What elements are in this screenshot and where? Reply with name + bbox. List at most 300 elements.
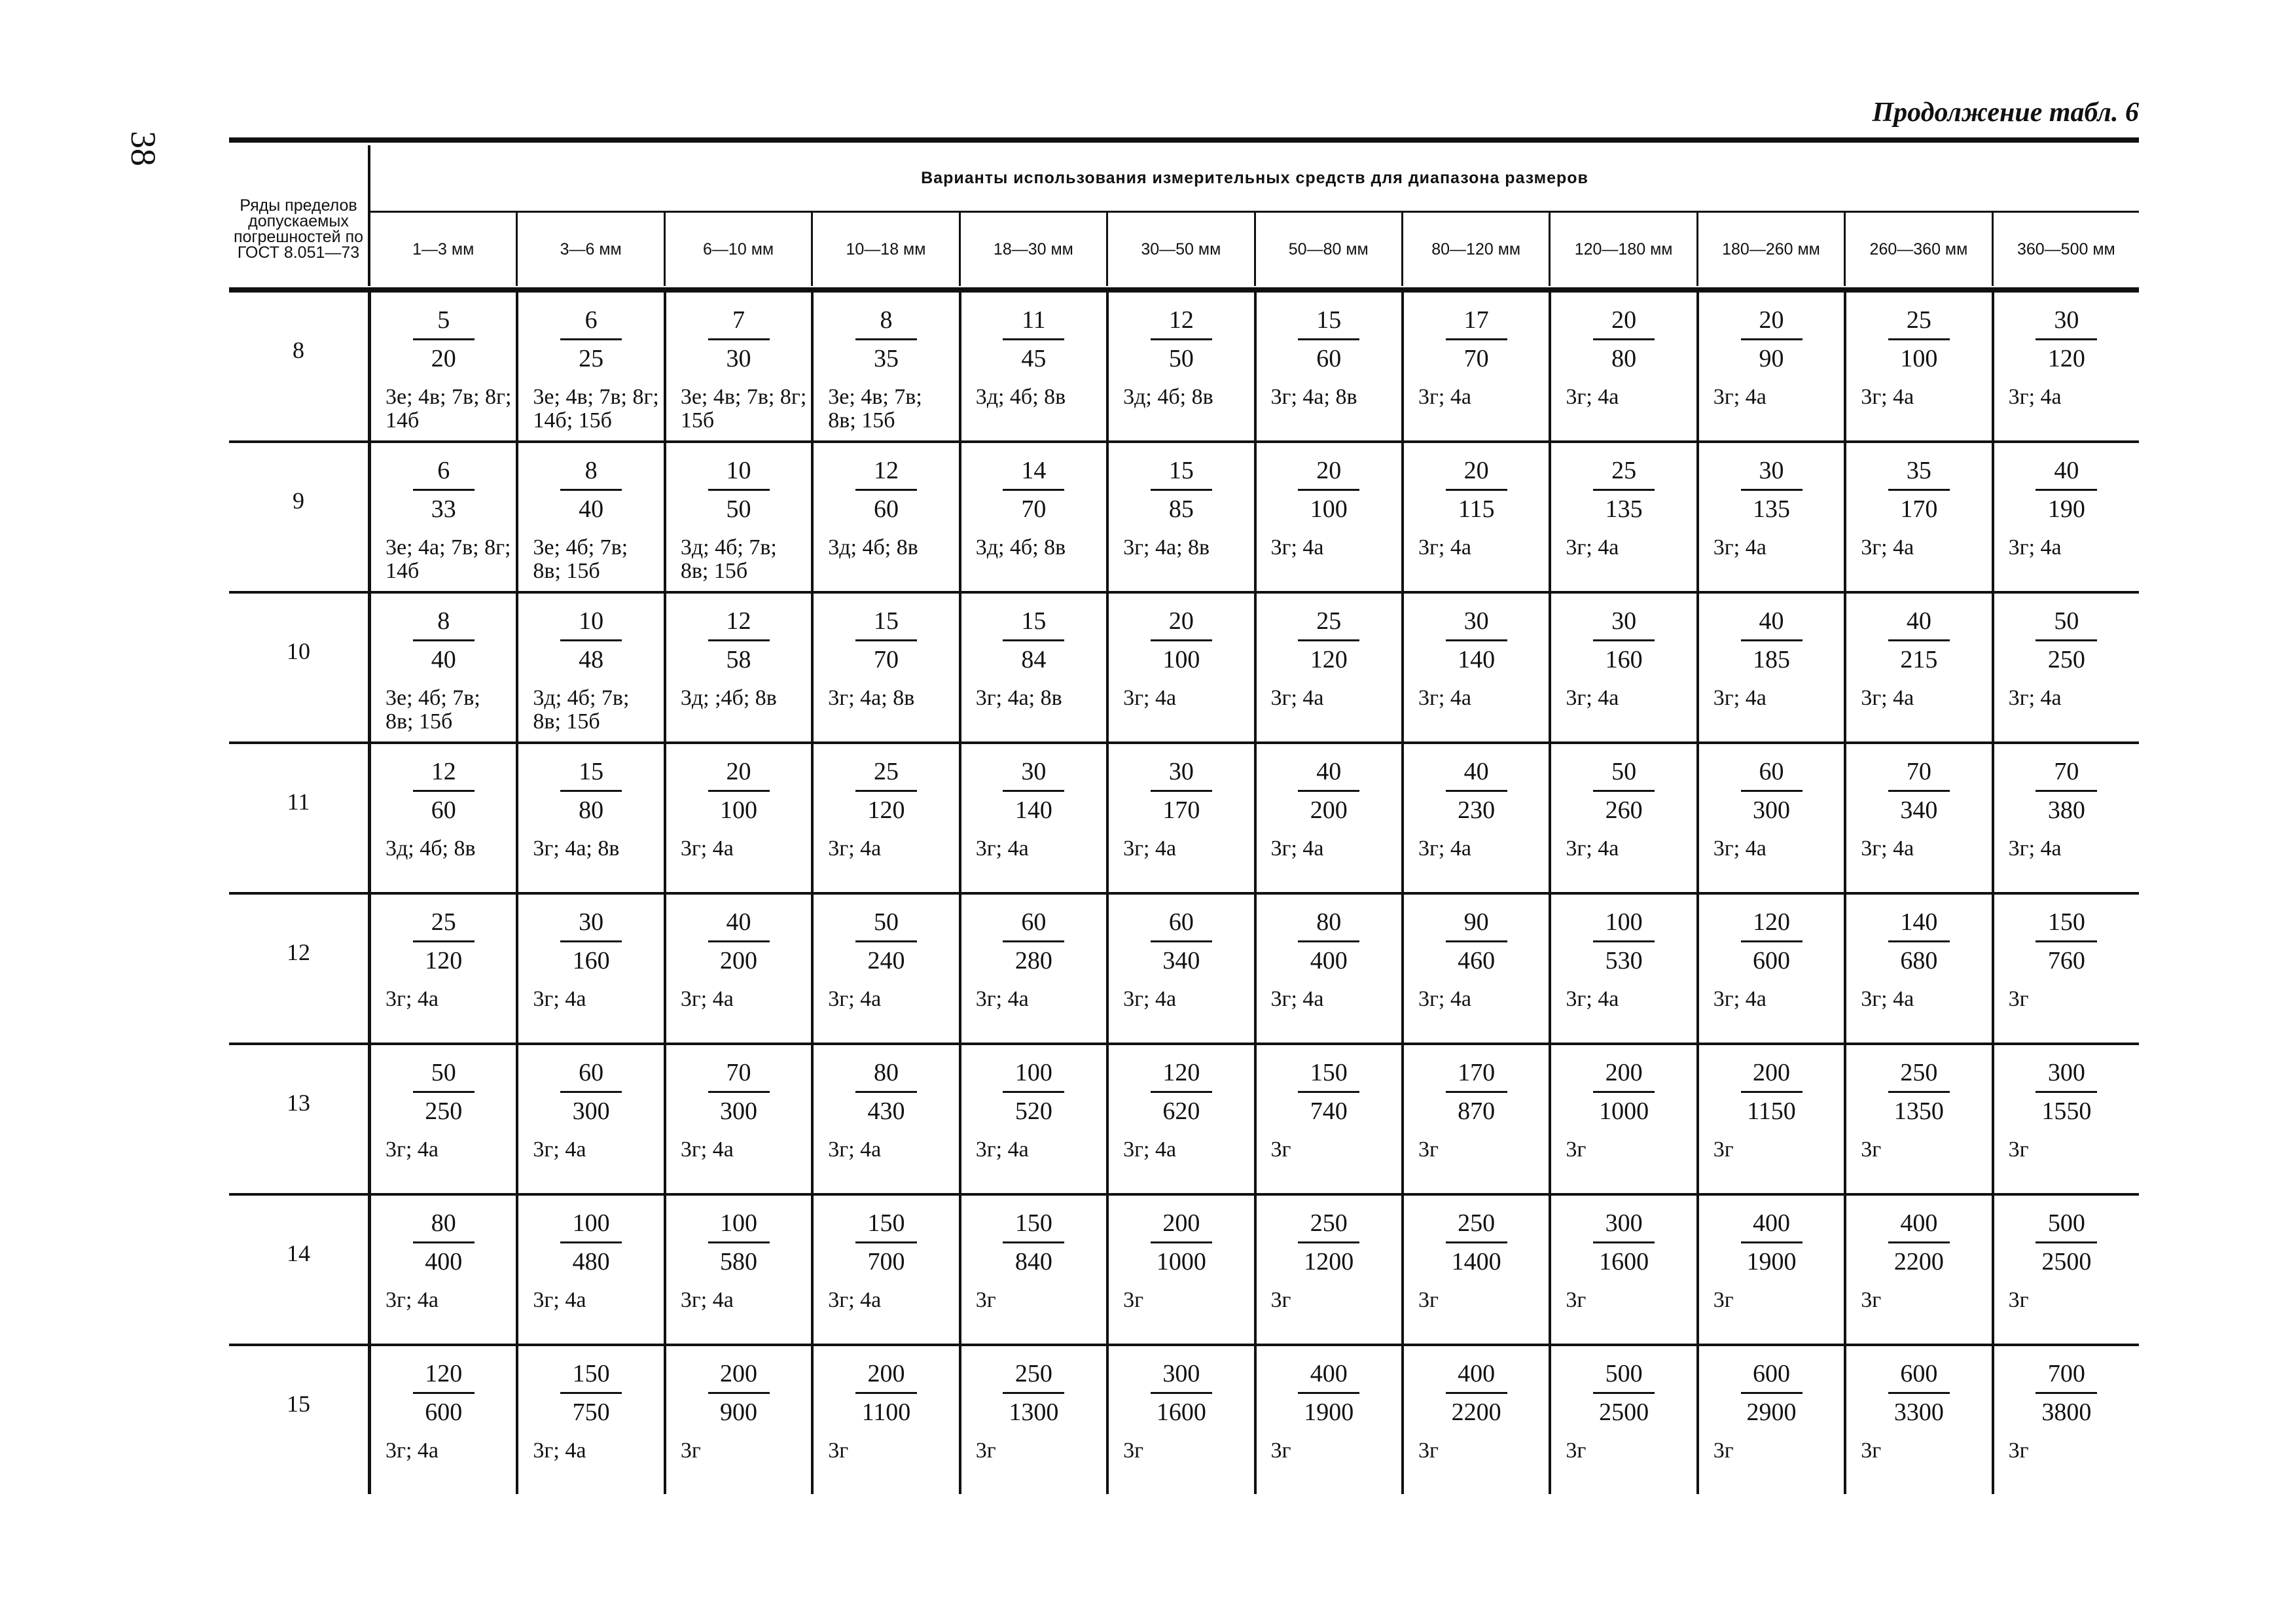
instrument-options: 3г; 4а [828, 1137, 882, 1162]
table-cell [1106, 443, 1253, 591]
instrument-options: 3д; ;4б; 8в [680, 686, 777, 710]
fraction-numerator: 6 [437, 457, 450, 484]
fraction-numerator: 17 [1463, 306, 1489, 334]
table-cell [1992, 1045, 2139, 1193]
fraction-numerator: 12 [726, 607, 751, 635]
error-fraction [1109, 1056, 1253, 1128]
table-cell [1549, 744, 1696, 892]
fraction-denominator: 50 [1168, 345, 1194, 372]
error-fraction [1994, 1206, 2139, 1279]
table-cell [664, 1196, 811, 1344]
table-cell [1401, 1045, 1549, 1193]
fraction-denominator: 1300 [1009, 1399, 1059, 1426]
fraction-bar [1151, 489, 1212, 491]
fraction-numerator: 20 [1463, 457, 1489, 484]
fraction-denominator: 120 [2047, 345, 2085, 372]
instrument-options: 3д; 4б; 8в [1123, 385, 1213, 409]
instrument-options: 3г; 4а [1713, 535, 1767, 560]
fraction-bar [2036, 940, 2097, 942]
fraction-denominator: 380 [2047, 796, 2085, 824]
fraction-denominator: 2200 [1451, 1399, 1501, 1426]
table-cell [1696, 443, 1844, 591]
table-cell [1106, 744, 1253, 892]
instrument-options: 3г; 4а; 8в [1270, 385, 1357, 409]
instrument-options: 3г; 4а [975, 836, 1029, 861]
table-cell [1844, 293, 1991, 440]
table-cell [368, 895, 516, 1043]
size-range-header: 50—80 мм [1254, 213, 1401, 286]
error-fraction [1257, 905, 1401, 978]
fraction-bar [708, 639, 770, 641]
table-cell [516, 895, 663, 1043]
fraction-bar [1003, 1241, 1064, 1243]
error-fraction [961, 1206, 1106, 1279]
table-cell [664, 443, 811, 591]
fraction-denominator: 170 [1162, 796, 1200, 824]
fraction-denominator: 3800 [2041, 1399, 2092, 1426]
fraction-denominator: 100 [720, 796, 758, 824]
table-cell [516, 293, 663, 440]
fraction-denominator: 80 [579, 796, 604, 824]
table-cell [811, 895, 958, 1043]
table-cell [959, 293, 1106, 440]
size-range-header: 80—120 мм [1401, 213, 1549, 286]
accuracy-grade: 15 [287, 1391, 310, 1417]
fraction-bar [1298, 940, 1359, 942]
fraction-bar [1593, 338, 1655, 340]
error-fraction [1699, 604, 1844, 677]
fraction-numerator: 600 [1900, 1360, 1938, 1387]
fraction-denominator: 33 [431, 495, 456, 523]
fraction-numerator: 70 [2054, 758, 2079, 785]
fraction-bar [1446, 1091, 1507, 1093]
error-fraction [1551, 454, 1696, 526]
table-cell [1401, 1346, 1549, 1494]
instrument-options: 3е; 4а; 7в; 8г; 14б [386, 535, 511, 583]
error-fraction [1109, 454, 1253, 526]
fraction-bar [1003, 338, 1064, 340]
fraction-bar [1003, 790, 1064, 792]
fraction-numerator: 150 [1014, 1209, 1052, 1237]
table-cell [1401, 895, 1549, 1043]
instrument-options: 3г; 4а [533, 1288, 586, 1312]
instrument-options: 3г [680, 1438, 701, 1463]
fraction-numerator: 8 [437, 607, 450, 635]
error-fraction [1257, 604, 1401, 677]
fraction-bar [413, 940, 475, 942]
table-cell [516, 744, 663, 892]
fraction-denominator: 45 [1021, 345, 1047, 372]
instrument-options: 3г; 4а [1123, 1137, 1177, 1162]
fraction-bar [560, 338, 622, 340]
size-range-headers [370, 213, 2139, 286]
fraction-bar [855, 639, 917, 641]
fraction-denominator: 1400 [1451, 1248, 1501, 1275]
fraction-denominator: 50 [726, 495, 751, 523]
table-cell [1549, 1346, 1696, 1494]
instrument-options: 3г; 4а [1861, 535, 1914, 560]
fraction-bar [1003, 639, 1064, 641]
fraction-bar [560, 1241, 622, 1243]
fraction-numerator: 35 [1906, 457, 1931, 484]
instrument-options: 3г; 4а [1861, 836, 1914, 861]
instrument-options: 3г; 4а [680, 1288, 734, 1312]
table-cell [516, 1045, 663, 1193]
fraction-bar [1446, 940, 1507, 942]
instrument-options: 3г; 4а [975, 987, 1029, 1011]
fraction-numerator: 25 [1316, 607, 1342, 635]
error-fraction [814, 1056, 958, 1128]
fraction-denominator: 300 [720, 1097, 758, 1125]
instrument-options: 3д; 4б; 8в [828, 535, 918, 560]
fraction-numerator: 50 [1611, 758, 1637, 785]
table-cell [1254, 744, 1401, 892]
instrument-options: 3г; 4а [1566, 836, 1619, 861]
fraction-denominator: 600 [425, 1399, 463, 1426]
fraction-bar [1741, 940, 1803, 942]
table-cell [1696, 1045, 1844, 1193]
instrument-options: 3г; 4а [386, 1438, 439, 1463]
instrument-options: 3г; 4а [1270, 836, 1324, 861]
fraction-denominator: 90 [1759, 345, 1784, 372]
table-cell [811, 1045, 958, 1193]
fraction-denominator: 1150 [1747, 1097, 1796, 1125]
top-rule [229, 137, 2139, 143]
size-range-header: 18—30 мм [959, 213, 1106, 286]
instrument-options: 3г; 4а [1123, 987, 1177, 1011]
table-cell [1844, 594, 1991, 741]
fraction-bar [1593, 489, 1655, 491]
error-fraction [961, 905, 1106, 978]
instrument-options: 3г [1861, 1288, 1882, 1312]
fraction-denominator: 160 [572, 947, 610, 974]
error-fraction [1699, 1056, 1844, 1128]
instrument-options: 3г; 4а [1270, 987, 1324, 1011]
instrument-options: 3г; 4а [533, 1438, 586, 1463]
error-fraction [1257, 303, 1401, 376]
fraction-denominator: 215 [1900, 646, 1938, 673]
table-cell [1549, 594, 1696, 741]
fraction-denominator: 260 [1605, 796, 1643, 824]
accuracy-grade: 11 [287, 789, 310, 815]
fraction-bar [1741, 1392, 1803, 1394]
table-cell [1844, 744, 1991, 892]
error-fraction [1699, 905, 1844, 978]
error-fraction [1109, 1206, 1253, 1279]
fraction-bar [1151, 1392, 1212, 1394]
instrument-options: 3г; 4а [533, 987, 586, 1011]
table-cell [1992, 1196, 2139, 1344]
fraction-denominator: 160 [1605, 646, 1643, 673]
table-cell [1992, 293, 2139, 440]
fraction-numerator: 8 [880, 306, 893, 334]
fraction-denominator: 1600 [1599, 1248, 1649, 1275]
fraction-bar [1593, 1392, 1655, 1394]
fraction-denominator: 400 [1310, 947, 1348, 974]
error-fraction [371, 303, 516, 376]
fraction-bar [1888, 940, 1950, 942]
fraction-denominator: 250 [425, 1097, 463, 1125]
fraction-denominator: 100 [1310, 495, 1348, 523]
fraction-bar [1446, 338, 1507, 340]
table-cell [368, 293, 516, 440]
fraction-numerator: 300 [1162, 1360, 1200, 1387]
table-cell [1696, 895, 1844, 1043]
error-fraction [1109, 604, 1253, 677]
fraction-numerator: 120 [1162, 1059, 1200, 1086]
instrument-options: 3г; 4а [2008, 385, 2062, 409]
fraction-denominator: 750 [572, 1399, 610, 1426]
table-row [229, 591, 2139, 741]
fraction-bar [1446, 489, 1507, 491]
error-fraction [1846, 454, 1991, 526]
fraction-denominator: 120 [867, 796, 905, 824]
table-cell [664, 293, 811, 440]
error-fraction [666, 1056, 811, 1128]
fraction-bar [1741, 1091, 1803, 1093]
instrument-options: 3е; 4в; 7в; 8г; 15б [680, 385, 807, 433]
table-cell [1844, 443, 1991, 591]
fraction-bar [708, 1392, 770, 1394]
error-fraction [1994, 755, 2139, 827]
table-cell [1696, 594, 1844, 741]
fraction-bar [855, 338, 917, 340]
fraction-numerator: 120 [1753, 908, 1790, 936]
fraction-numerator: 400 [1900, 1209, 1938, 1237]
error-fraction [518, 1206, 663, 1279]
fraction-denominator: 280 [1014, 947, 1052, 974]
fraction-bar [413, 489, 475, 491]
accuracy-grade: 10 [287, 638, 310, 664]
fraction-numerator: 30 [1021, 758, 1047, 785]
error-fraction [1109, 905, 1253, 978]
fraction-numerator: 150 [867, 1209, 905, 1237]
instrument-options: 3д; 4б; 8в [975, 385, 1066, 409]
fraction-numerator: 6 [584, 306, 598, 334]
fraction-numerator: 40 [1463, 758, 1489, 785]
accuracy-grade: 8 [293, 337, 304, 363]
instrument-options: 3г; 4а [1713, 686, 1767, 710]
fraction-numerator: 10 [726, 457, 751, 484]
error-fraction [1551, 1056, 1696, 1128]
fraction-numerator: 20 [1759, 306, 1784, 334]
instrument-options: 3г [2008, 987, 2029, 1011]
fraction-numerator: 150 [2047, 908, 2085, 936]
fraction-denominator: 620 [1162, 1097, 1200, 1125]
fraction-numerator: 60 [1168, 908, 1194, 936]
error-fraction [1404, 1056, 1549, 1128]
fraction-bar [1888, 338, 1950, 340]
instrument-options: 3г; 4а [1861, 686, 1914, 710]
fraction-denominator: 1200 [1304, 1248, 1354, 1275]
fraction-numerator: 80 [873, 1059, 899, 1086]
error-fraction [371, 905, 516, 978]
instrument-options: 3г; 4а [386, 987, 439, 1011]
table-row [229, 1043, 2139, 1193]
fraction-bar [1741, 489, 1803, 491]
error-fraction [814, 755, 958, 827]
fraction-numerator: 20 [1316, 457, 1342, 484]
fraction-bar [560, 790, 622, 792]
instrument-options: 3г [1566, 1288, 1587, 1312]
fraction-denominator: 100 [1162, 646, 1200, 673]
instrument-options: 3е; 4в; 7в; 8г; 14б [386, 385, 512, 433]
instrument-options: 3г; 4а [2008, 535, 2062, 560]
table-row [229, 1193, 2139, 1344]
corner-label: Ряды пределов допускаемых погрешностей по ГОСТ 8.051—73 [233, 196, 364, 262]
table-row [229, 440, 2139, 591]
instrument-options: 3е; 4в; 7в; 8г; 14б; 15б [533, 385, 659, 433]
instrument-options: 3г [2008, 1438, 2029, 1463]
fraction-bar [1593, 639, 1655, 641]
error-fraction [371, 454, 516, 526]
table-cell [811, 744, 958, 892]
error-fraction [371, 1056, 516, 1128]
error-fraction [1551, 905, 1696, 978]
fraction-numerator: 30 [1463, 607, 1489, 635]
instrument-options: 3г; 4а [680, 987, 734, 1011]
fraction-numerator: 20 [726, 758, 751, 785]
fraction-bar [1741, 790, 1803, 792]
fraction-bar [708, 940, 770, 942]
fraction-numerator: 30 [2054, 306, 2079, 334]
error-fraction [371, 1357, 516, 1429]
error-fraction [518, 905, 663, 978]
table-cell [959, 1196, 1106, 1344]
table-body [229, 293, 2139, 1494]
fraction-denominator: 600 [1753, 947, 1790, 974]
fraction-bar [1151, 1241, 1212, 1243]
error-fraction [1404, 905, 1549, 978]
fraction-denominator: 1550 [2041, 1097, 2092, 1125]
fraction-numerator: 25 [1906, 306, 1931, 334]
error-fraction [961, 454, 1106, 526]
fraction-numerator: 70 [1906, 758, 1931, 785]
error-fraction [1404, 454, 1549, 526]
error-fraction [1551, 755, 1696, 827]
table-cell [1696, 1196, 1844, 1344]
fraction-denominator: 1000 [1599, 1097, 1649, 1125]
fraction-bar [1298, 1392, 1359, 1394]
table-cell [1254, 594, 1401, 741]
fraction-numerator: 14 [1021, 457, 1047, 484]
fraction-numerator: 25 [873, 758, 899, 785]
instrument-options: 3г; 4а [1713, 987, 1767, 1011]
fraction-numerator: 15 [873, 607, 899, 635]
error-fraction [1846, 1206, 1991, 1279]
fraction-denominator: 200 [720, 947, 758, 974]
instrument-options: 3г; 4а [1270, 686, 1324, 710]
fraction-numerator: 12 [431, 758, 456, 785]
fraction-denominator: 680 [1900, 947, 1938, 974]
fraction-numerator: 150 [572, 1360, 610, 1387]
size-range-header: 30—50 мм [1106, 213, 1253, 286]
instrument-options: 3г; 4а [1566, 385, 1619, 409]
fraction-numerator: 40 [726, 908, 751, 936]
fraction-bar [1151, 790, 1212, 792]
table-cell [516, 1346, 663, 1494]
table-cell [1992, 1346, 2139, 1494]
error-fraction [1551, 1206, 1696, 1279]
error-fraction [814, 1357, 958, 1429]
size-range-header: 120—180 мм [1549, 213, 1696, 286]
table-cell [811, 1196, 958, 1344]
fraction-denominator: 48 [579, 646, 604, 673]
table-cell [1844, 895, 1991, 1043]
fraction-numerator: 250 [1900, 1059, 1938, 1086]
fraction-bar [1888, 1091, 1950, 1093]
fraction-bar [1298, 489, 1359, 491]
fraction-numerator: 20 [1168, 607, 1194, 635]
error-fraction [961, 1357, 1106, 1429]
instrument-options: 3г [1713, 1438, 1734, 1463]
fraction-bar [1446, 639, 1507, 641]
fraction-numerator: 50 [431, 1059, 456, 1086]
fraction-denominator: 115 [1458, 495, 1495, 523]
fraction-denominator: 300 [572, 1097, 610, 1125]
table-cell [664, 1045, 811, 1193]
fraction-numerator: 60 [1759, 758, 1784, 785]
error-fraction [1551, 604, 1696, 677]
fraction-bar [708, 489, 770, 491]
fraction-denominator: 340 [1900, 796, 1938, 824]
fraction-denominator: 520 [1014, 1097, 1052, 1125]
fraction-bar [1151, 639, 1212, 641]
fraction-bar [2036, 1091, 2097, 1093]
fraction-bar [855, 1091, 917, 1093]
fraction-denominator: 140 [1014, 796, 1052, 824]
fraction-numerator: 100 [572, 1209, 610, 1237]
fraction-numerator: 100 [1605, 908, 1643, 936]
table-cell [1549, 1196, 1696, 1344]
instrument-options: 3г; 4а [1270, 535, 1324, 560]
instrument-options: 3г; 4а [1566, 535, 1619, 560]
fraction-numerator: 30 [1168, 758, 1194, 785]
table-cell [1254, 1346, 1401, 1494]
table-cell [1992, 895, 2139, 1043]
fraction-bar [855, 1392, 917, 1394]
error-fraction [1257, 454, 1401, 526]
table-cell [1254, 895, 1401, 1043]
fraction-bar [560, 489, 622, 491]
instrument-options: 3г; 4а [1123, 686, 1177, 710]
instrument-options: 3г [1270, 1288, 1291, 1312]
fraction-numerator: 150 [1310, 1059, 1348, 1086]
fraction-bar [1593, 790, 1655, 792]
fraction-numerator: 500 [2047, 1209, 2085, 1237]
fraction-numerator: 600 [1753, 1360, 1790, 1387]
fraction-bar [1298, 790, 1359, 792]
fraction-denominator: 35 [873, 345, 899, 372]
error-fraction [1551, 303, 1696, 376]
table-cell [1992, 744, 2139, 892]
header-rule [229, 287, 2139, 293]
fraction-bar [1888, 1392, 1950, 1394]
error-fraction [666, 1357, 811, 1429]
accuracy-grade: 13 [287, 1090, 310, 1116]
fraction-denominator: 190 [2047, 495, 2085, 523]
instrument-options: 3г [1418, 1288, 1439, 1312]
error-fraction [1404, 1357, 1549, 1429]
table-row [229, 293, 2139, 440]
accuracy-grade: 9 [293, 488, 304, 514]
instrument-options: 3г; 4а [1861, 987, 1914, 1011]
fraction-denominator: 200 [1310, 796, 1348, 824]
instrument-options: 3г; 4а [1566, 686, 1619, 710]
instrument-options: 3г; 4а [1418, 385, 1471, 409]
error-fraction [1404, 755, 1549, 827]
fraction-numerator: 500 [1605, 1360, 1643, 1387]
